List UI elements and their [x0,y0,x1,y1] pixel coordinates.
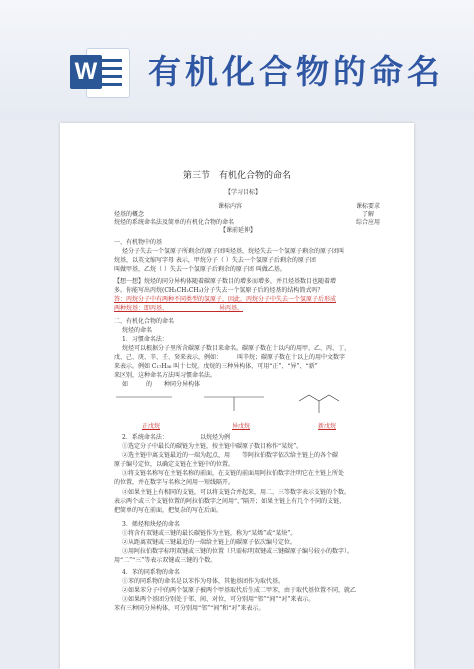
answer-text: 答：丙烷分子中有两种不同类型的氢原子，因此，丙烷分子中失去一个氢原子后形成 [114,296,337,303]
paragraph: 来区别，这种命名方法叫习惯命名法。 [114,372,217,379]
paragraph: 叫做甲基，乙烷（ ）失去一个氢原子后剩余的原子团 叫做乙基。 [114,266,286,273]
paragraph: 戊、己、庚、辛、壬、癸来表示，例如： 叫辛烷；碳原子数在十以上的用中文数字 [114,354,346,361]
label-normal-pentane: 正戊烷 [142,423,161,430]
goal-row2-content: 烷烃的系统命名法及简单的有机化合物的命名 [114,219,235,226]
paragraph: 如 的 种同分异构体 [122,381,201,388]
paragraph: 烷烃可以根据分子里所含碳原子数目来命名。碳原子数在十以内的用甲、乙、丙、丁、 [122,345,351,352]
label-neo-pentane: 新戊烷 [318,423,337,430]
study-goal-header: 【学习目标】 [225,189,262,196]
paragraph: ②选主链中离支链最近的一端为起点，用 等阿拉伯数字依次给主链上的各个碳 [122,452,339,459]
paragraph: 的位置，并在数字与名称之间用一短线隔开。 [114,479,235,486]
subheading: 1．习惯命名法： [122,336,168,343]
answer-text: 两种烷基：即丙基、 异丙基。 [114,305,244,312]
goal-row1-content: 烃基的概念 [114,211,145,218]
section-1-heading: 一、有机物中的基 [114,239,163,246]
paragraph: 原子编号定位，以确定支链在主链中的位置。 [114,461,235,468]
paragraph: 【想一想】烷烃的同分异构体随着碳原子数目的增多而增多，并且烃基数目也随着增 [114,278,337,285]
paragraph: 把简单的写在前面，把复杂的写在后面。 [114,507,223,514]
section-2-heading: 二、有机化合物的命名 [114,318,175,325]
paragraph: 用“二”“三”等表示双键或三键的个数。 [114,557,217,564]
goal-col-content: 课标内容 [218,203,243,210]
subheading: 4．苯的同系物的命名 [122,569,180,576]
paragraph: ③用阿拉伯数字标明双键或三键的位置（只需标明双键或三键碳原子编号较小的数字）。 [122,548,354,555]
paragraph: ③如果两个基团分别处于邻、间、对位，可分别用“邻”“间”“对”来表示。 [122,596,315,603]
document-page [60,123,414,669]
goal-row2-level: 综合应用 [356,219,381,226]
paragraph: 多。你能写出丙烷(CH₃CH₂CH₃)分子失去一个氢原子后的烃基的结构简式吗？ [114,287,324,294]
paragraph: ①选定分子中最长的碳链为主链，按主链中碳原子数目称作“某烷”。 [122,443,303,450]
goal-col-requirement: 课标要求 [356,203,381,210]
word-badge: W [70,55,102,89]
paragraph: ②从距离双键或三键最近的一端给主链上的碳原子依次编号定位。 [122,539,297,546]
goal-row1-level: 了解 [362,211,375,218]
subheading: 烷烃的命名 [122,327,153,334]
subheading: 2．系统命名法： [122,434,168,441]
paragraph: ①将含有双键或三键的最长碳链作为主链，称为“某烯”或“某炔”。 [122,530,297,537]
paragraph: 烃分子失去一个氢原子所剩余的原子团叫烃基，烷烃失去一个氢原子剩余的原子团叫 [122,248,345,255]
paragraph: 表示两个或三个支链位置的阿拉伯数字之间用“，”隔开；如果主链上有几个不同的支链， [114,498,346,505]
paragraph: ②如果苯分子中的两个氢原子被两个甲基取代后生成二甲苯，由于取代基位置不同，就乙 [122,587,357,594]
extension-header: 【课前延伸】 [220,227,257,234]
pentane-structures-figure [114,389,364,419]
paragraph: ③将支链名称写在主链名称的前面，在支链的前面用阿拉伯数字注明它在主链上所处 [122,470,345,477]
label-iso-pentane: 异戊烷 [232,423,251,430]
paragraph: 苯有三种同分异构体，可分别用“邻”“间”和“对”来表示。 [114,605,265,612]
document-banner [0,0,474,120]
subheading: 3．烯烃和炔烃的命名 [122,521,180,528]
banner-title: 有机化合物的命名 [148,52,444,91]
page-title: 第三节 有机化合物的命名 [182,171,291,181]
paragraph: ④如果主链上有相同的支链，可以将支链合并起来，用二、三等数字表示支链的个数。 [122,489,351,496]
paragraph: ①苯的同系物的命名是以苯作为母体，其他基团作为取代基。 [122,578,285,585]
paragraph: 烷基，以英文缩写字母 表示，甲烷分子（ ）失去一个氢原子后剩余的原子团 [114,257,316,264]
paragraph: 以烷烃为例 [200,434,231,441]
paragraph: 来表示。例如 C₁₇H₃₆ 叫十七烷。戊烷的三种异构体，可用“正”、“异”、“新” [114,363,318,370]
word-icon [70,45,130,99]
